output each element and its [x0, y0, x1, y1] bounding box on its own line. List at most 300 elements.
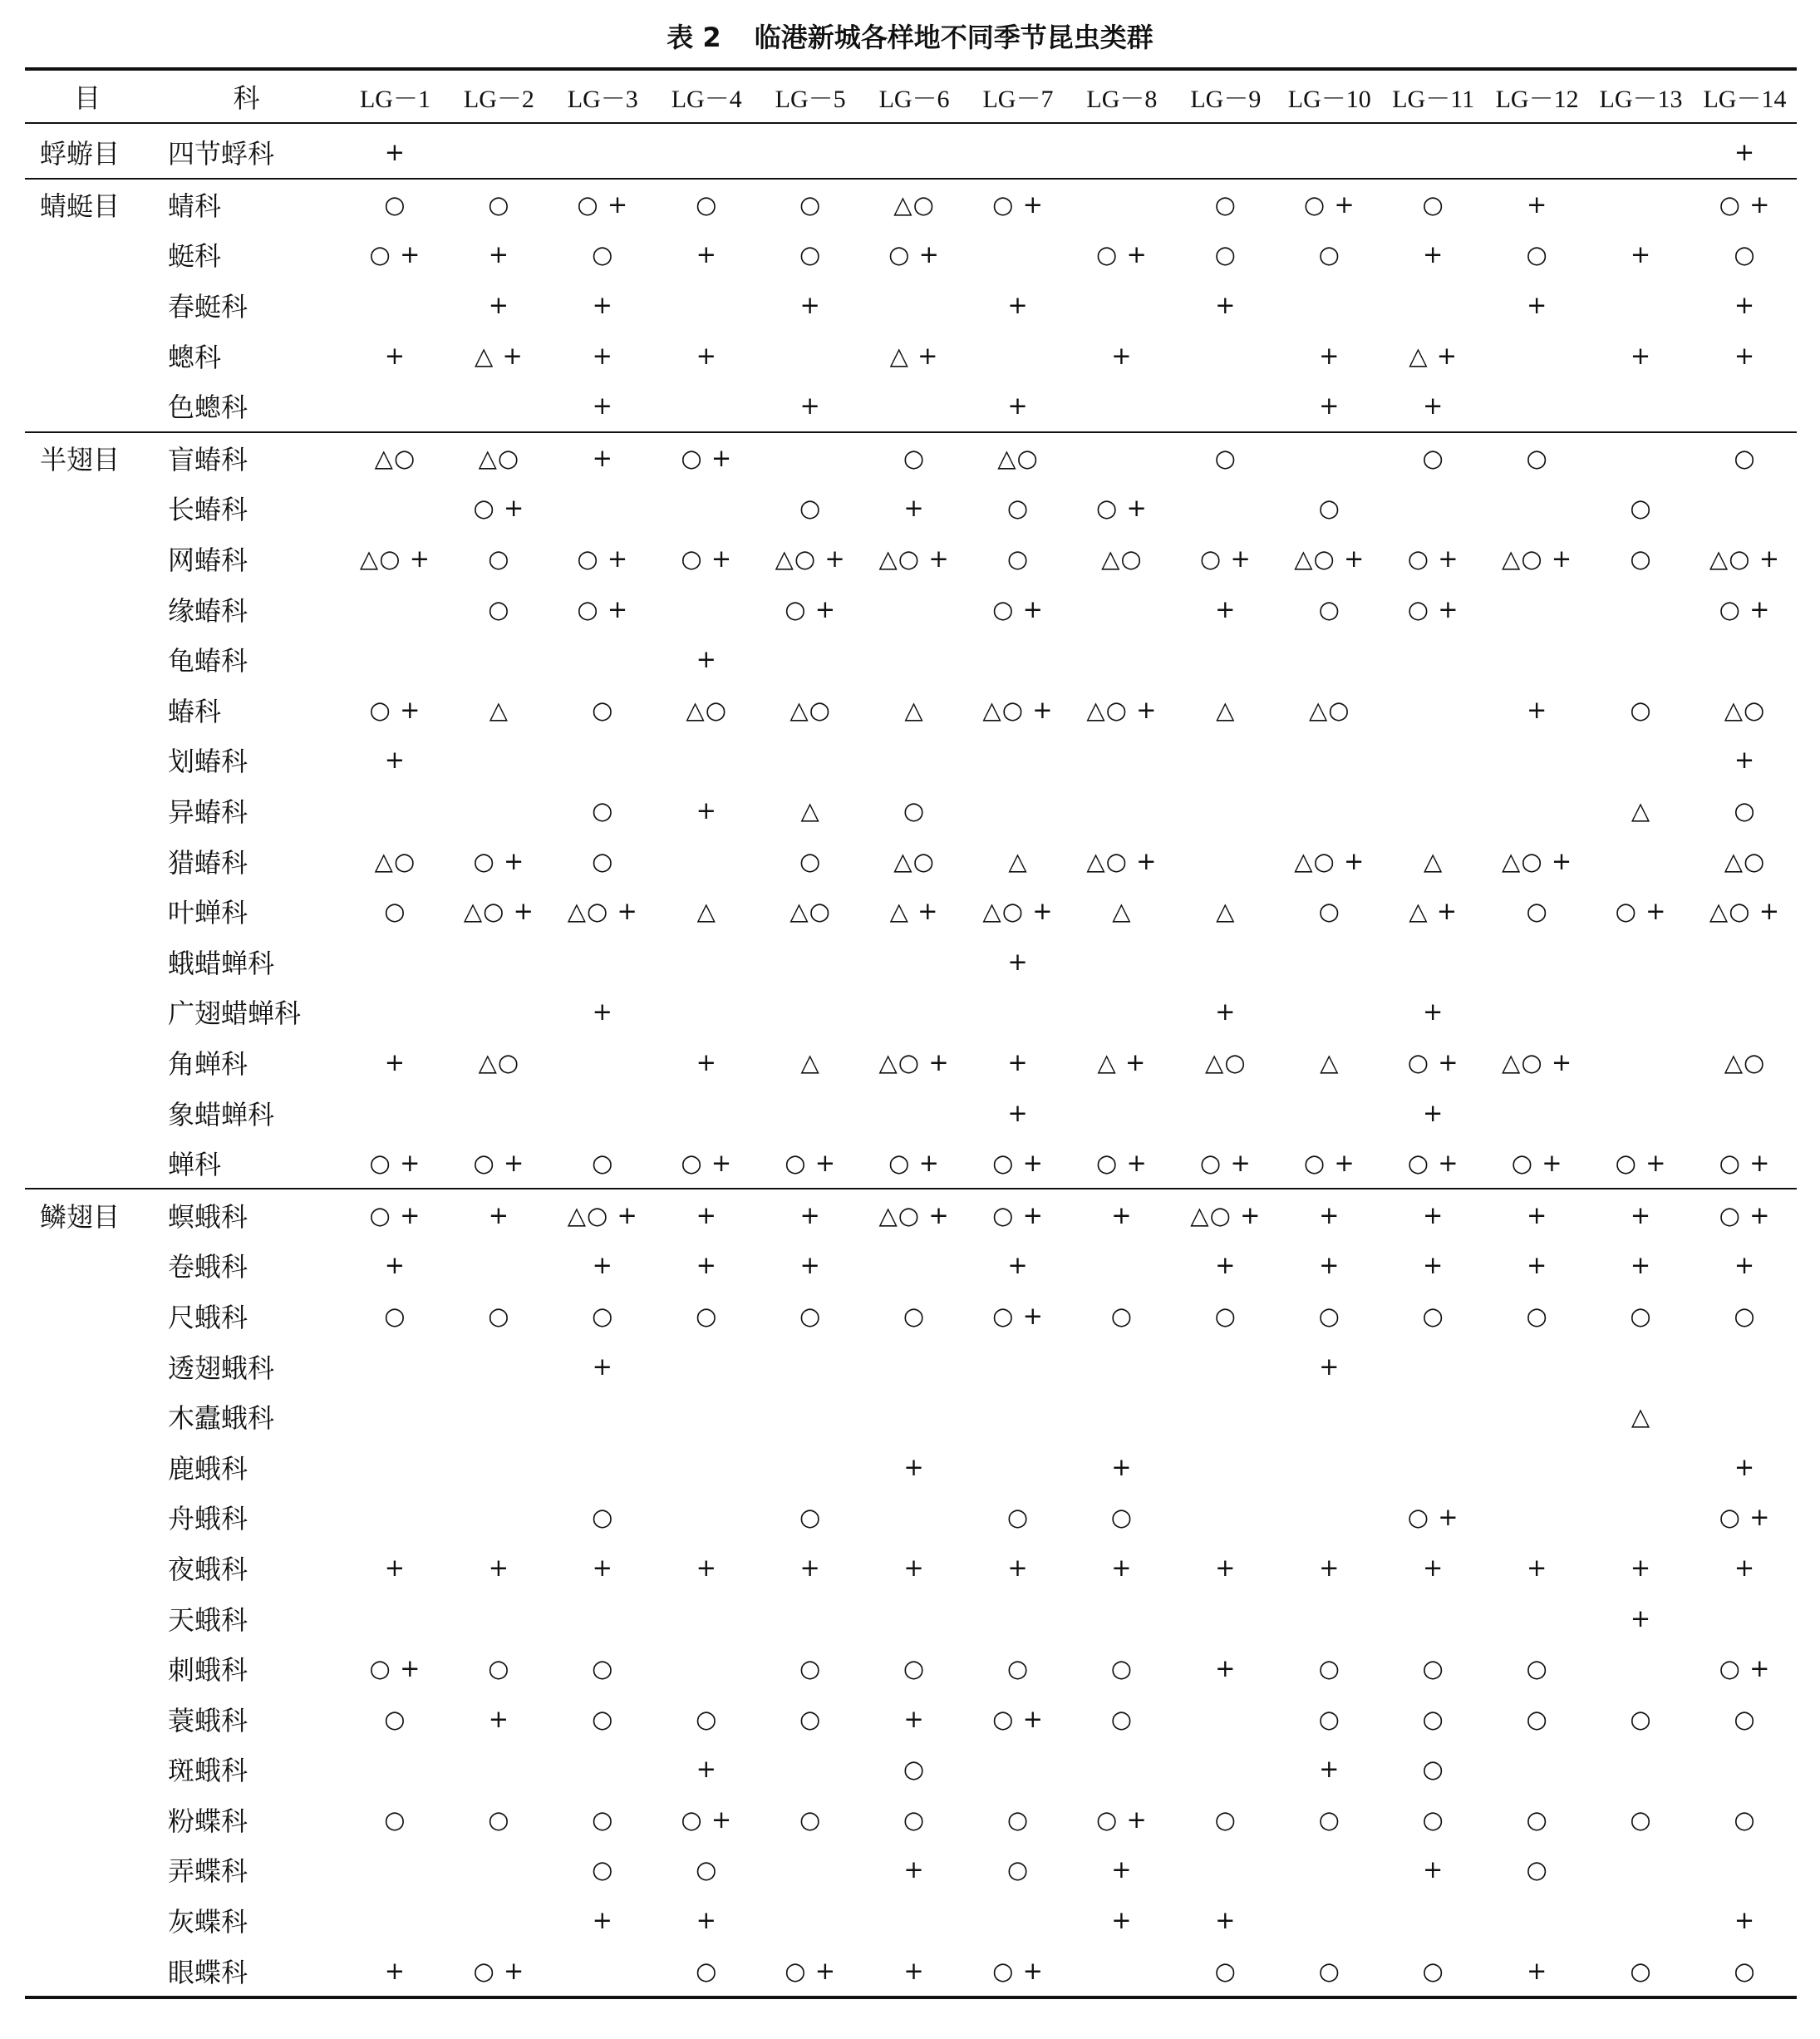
season-mark-cell — [1173, 1087, 1277, 1138]
order-cell — [25, 1441, 150, 1492]
season-mark-cell: + — [1630, 1603, 1652, 1633]
family-cell: 异蝽科 — [168, 796, 248, 829]
table-row — [25, 584, 1797, 634]
table-row — [25, 886, 1797, 937]
season-mark-cell — [447, 381, 551, 432]
order-cell: 鳞翅目 — [25, 1189, 150, 1240]
season-mark-cell — [551, 1744, 655, 1795]
season-mark-cell: ○ + — [1407, 1503, 1459, 1532]
season-mark-cell: △○ + — [1502, 544, 1573, 574]
season-mark-cell — [1485, 483, 1589, 534]
season-mark-cell — [1173, 1441, 1277, 1492]
season-mark-cell — [655, 280, 759, 331]
season-mark-cell — [967, 1593, 1070, 1643]
season-mark-cell — [1589, 381, 1693, 432]
season-mark-cell — [655, 1341, 759, 1391]
season-mark-cell — [447, 1744, 551, 1795]
order-cell — [25, 1492, 150, 1543]
table-row — [25, 786, 1797, 836]
family-cell: 广翅蜡蝉科 — [168, 997, 302, 1030]
order-cell — [25, 1945, 150, 1997]
season-mark-cell: △○ + — [982, 897, 1054, 926]
season-mark-cell: ○ + — [473, 494, 525, 523]
season-mark-cell: + — [655, 1189, 759, 1240]
season-mark-cell: + — [1423, 1553, 1444, 1582]
season-mark-cell — [1277, 937, 1381, 987]
header-site: LG－5 — [759, 69, 863, 123]
family-cell: 角蝉科 — [168, 1047, 248, 1080]
season-mark-cell: ○ — [1630, 494, 1652, 523]
season-mark-cell: ○ + — [967, 1189, 1070, 1240]
header-order: 目 — [25, 69, 150, 123]
season-mark-cell: + — [1007, 291, 1029, 320]
season-mark-cell — [655, 1643, 759, 1694]
season-mark-cell — [967, 1341, 1070, 1391]
season-mark-cell — [759, 735, 863, 786]
season-mark-cell: △○ — [1205, 1047, 1247, 1076]
season-mark-cell — [863, 1895, 967, 1946]
season-mark-cell: + — [592, 392, 613, 421]
season-mark-cell — [1173, 1341, 1277, 1391]
season-mark-cell: ○ + — [551, 179, 655, 230]
season-mark-cell: + — [551, 432, 655, 484]
season-mark-cell: △○ + — [551, 1189, 655, 1240]
table-row — [25, 1643, 1797, 1694]
season-mark-cell — [1589, 1037, 1693, 1088]
family-cell: 蜻科 — [150, 179, 343, 230]
season-mark-cell: △○ — [1724, 695, 1766, 724]
season-mark-cell: △ — [800, 796, 820, 825]
season-mark-cell — [1693, 1391, 1797, 1442]
season-mark-cell — [1070, 735, 1173, 786]
season-mark-cell: + — [1485, 179, 1589, 230]
season-mark-cell — [759, 432, 863, 484]
order-cell — [25, 685, 150, 736]
season-mark-cell — [1589, 937, 1693, 987]
season-mark-cell — [1070, 381, 1173, 432]
season-mark-cell: ○ — [1318, 1654, 1340, 1683]
order-cell — [25, 1744, 150, 1795]
season-mark-cell — [1277, 1593, 1381, 1643]
family-cell: 螟蛾科 — [150, 1189, 343, 1240]
order-cell — [25, 1391, 150, 1442]
season-mark-cell — [447, 937, 551, 987]
season-mark-cell: △○ + — [1294, 544, 1365, 574]
season-mark-cell: ○ — [1006, 1503, 1030, 1532]
season-mark-cell: + — [1630, 341, 1652, 370]
season-mark-cell: + — [1215, 1906, 1237, 1935]
season-mark-cell: ○ + — [1693, 179, 1797, 230]
table-row — [25, 280, 1797, 331]
season-mark-cell: ○ — [592, 1654, 614, 1683]
season-mark-cell: + — [1630, 1553, 1652, 1582]
order-cell — [25, 1593, 150, 1643]
season-mark-cell: △○ + — [878, 1047, 950, 1076]
season-mark-cell: ○ — [592, 1805, 614, 1834]
season-mark-cell — [759, 1391, 863, 1442]
season-mark-cell — [1070, 987, 1173, 1037]
header-site: LG－13 — [1589, 69, 1693, 123]
season-mark-cell — [1381, 1895, 1485, 1946]
season-mark-cell: ○ — [1006, 494, 1030, 523]
season-mark-cell: + — [1526, 291, 1548, 320]
season-mark-cell: + — [384, 1047, 406, 1076]
season-mark-cell — [1070, 1391, 1173, 1442]
season-mark-cell: △ — [1424, 846, 1444, 875]
season-mark-cell — [1173, 835, 1277, 886]
table-row — [25, 1844, 1797, 1895]
season-mark-cell — [1693, 937, 1797, 987]
season-mark-cell: + — [447, 1189, 551, 1240]
season-mark-cell: ○ — [1526, 1654, 1548, 1683]
table-title: 临港新城各样地不同季节昆虫类群 — [754, 22, 1153, 53]
family-cell: 象蜡蝉科 — [168, 1098, 275, 1130]
season-mark-cell — [1485, 1391, 1589, 1442]
season-mark-cell — [1173, 735, 1277, 786]
season-mark-cell — [1589, 584, 1693, 634]
table-row — [25, 1037, 1797, 1088]
season-mark-cell: ○ — [1318, 594, 1340, 623]
season-mark-cell — [1485, 1744, 1589, 1795]
order-cell — [25, 1643, 150, 1694]
season-mark-cell: ○ — [1485, 432, 1589, 484]
season-mark-cell: + — [1215, 291, 1237, 320]
season-mark-cell — [1485, 735, 1589, 786]
season-mark-cell: ○ — [799, 1805, 822, 1834]
season-mark-cell — [1485, 634, 1589, 685]
season-mark-cell: + — [1423, 1855, 1444, 1884]
season-mark-cell: ○ — [1381, 432, 1485, 484]
season-mark-cell: + — [1485, 1189, 1589, 1240]
season-mark-cell: + — [488, 1704, 510, 1733]
season-mark-cell — [759, 1441, 863, 1492]
season-mark-cell — [1485, 330, 1589, 381]
season-mark-cell — [1589, 1744, 1693, 1795]
season-mark-cell: + — [799, 1251, 821, 1280]
season-mark-cell — [1485, 1895, 1589, 1946]
family-cell: 眼蝶科 — [168, 1956, 248, 1988]
season-mark-cell — [551, 1037, 655, 1088]
season-mark-cell: ○ + — [992, 1301, 1044, 1330]
season-mark-cell — [551, 1945, 655, 1997]
season-mark-cell — [1381, 786, 1485, 836]
season-mark-cell — [1381, 937, 1485, 987]
season-mark-cell: ○ + — [1199, 1149, 1252, 1178]
season-mark-cell: ○ — [1318, 1301, 1340, 1330]
season-mark-cell — [1589, 835, 1693, 886]
header-site: LG－9 — [1173, 69, 1277, 123]
season-mark-cell: △○ — [1308, 695, 1350, 724]
season-mark-cell — [343, 937, 447, 987]
season-mark-cell: △○ + — [775, 544, 846, 574]
season-mark-cell — [655, 1441, 759, 1492]
table-row — [25, 1795, 1797, 1845]
season-mark-cell — [1485, 123, 1589, 179]
order-cell — [25, 1087, 150, 1138]
season-mark-cell: △○ + — [359, 544, 431, 574]
season-mark-cell: ○ + — [1719, 1654, 1771, 1683]
season-mark-cell: ○ — [863, 432, 967, 484]
table-row — [25, 483, 1797, 534]
season-mark-cell — [1693, 1593, 1797, 1643]
season-mark-cell — [759, 987, 863, 1037]
season-mark-cell: ○ — [343, 179, 447, 230]
season-mark-cell: △○ + — [567, 897, 638, 926]
season-mark-cell: + — [1215, 1251, 1237, 1280]
season-mark-cell — [1589, 1087, 1693, 1138]
season-mark-cell: ○ + — [473, 846, 525, 875]
season-mark-cell — [1070, 1341, 1173, 1391]
season-mark-cell — [1485, 1341, 1589, 1391]
season-mark-cell — [1277, 432, 1381, 484]
season-mark-cell: + — [696, 1251, 717, 1280]
season-mark-cell — [1277, 786, 1381, 836]
season-mark-cell: ○ + — [369, 240, 421, 269]
season-mark-cell — [1173, 937, 1277, 987]
season-mark-cell — [1173, 1492, 1277, 1543]
season-mark-cell: △ — [1216, 695, 1236, 724]
season-mark-cell: + — [384, 746, 406, 775]
season-mark-cell: + — [1526, 695, 1548, 724]
season-mark-cell: ○ — [1630, 1805, 1652, 1834]
season-mark-cell: + — [1111, 1906, 1133, 1935]
season-mark-cell: + — [903, 1956, 925, 1985]
season-mark-cell: ○ — [1110, 1503, 1134, 1532]
season-mark-cell — [1277, 1492, 1381, 1543]
family-cell: 舟蛾科 — [168, 1503, 248, 1535]
season-mark-cell — [1173, 483, 1277, 534]
season-mark-cell: ○ — [799, 1654, 822, 1683]
season-mark-cell: ○ — [1734, 1956, 1756, 1985]
season-mark-cell: ○ — [799, 1301, 822, 1330]
table-row — [25, 1744, 1797, 1795]
season-mark-cell: ○ + — [681, 1149, 733, 1178]
season-mark-cell: △○ + — [1294, 846, 1365, 875]
season-mark-cell — [1173, 330, 1277, 381]
season-mark-cell — [759, 123, 863, 179]
season-mark-cell: △○ — [686, 695, 728, 724]
season-mark-cell: + — [1007, 392, 1029, 421]
season-mark-cell: ○ + — [1096, 494, 1148, 523]
season-mark-cell — [1485, 1087, 1589, 1138]
season-mark-cell: + — [1215, 1553, 1237, 1582]
family-cell: 卷蛾科 — [168, 1251, 248, 1283]
season-mark-cell — [343, 584, 447, 634]
family-cell: 缘蝽科 — [168, 594, 248, 627]
table-row — [25, 1693, 1797, 1744]
season-mark-cell: + — [696, 645, 717, 674]
family-cell: 粉蝶科 — [168, 1805, 248, 1837]
season-mark-cell — [343, 1341, 447, 1391]
season-mark-cell: + — [488, 1553, 510, 1582]
table-row — [25, 1945, 1797, 1997]
season-mark-cell: + — [696, 341, 717, 370]
season-mark-cell: + — [799, 392, 821, 421]
season-mark-cell: △○ + — [1502, 846, 1573, 875]
family-cell: 龟蝽科 — [168, 645, 248, 677]
season-mark-cell — [1277, 123, 1381, 179]
season-mark-cell — [343, 1441, 447, 1492]
season-mark-cell: ○ + — [785, 1149, 837, 1178]
season-mark-cell: + — [696, 1906, 717, 1935]
header-site: LG－2 — [447, 69, 551, 123]
season-mark-cell — [447, 1240, 551, 1291]
season-mark-cell: ○ — [1318, 1956, 1340, 1985]
season-mark-cell: ○ + — [888, 1149, 940, 1178]
season-mark-cell: ○ + — [655, 432, 759, 484]
season-mark-cell: △ — [800, 1047, 820, 1076]
season-mark-cell: ○ — [1526, 1805, 1548, 1834]
season-mark-cell — [863, 1391, 967, 1442]
season-mark-cell: ○ + — [992, 1704, 1044, 1733]
season-mark-cell — [343, 381, 447, 432]
season-mark-cell: + — [1277, 1189, 1381, 1240]
table-row — [25, 432, 1797, 484]
season-mark-cell — [863, 1492, 967, 1543]
order-cell — [25, 735, 150, 786]
season-mark-cell — [1173, 1744, 1277, 1795]
table-row — [25, 1341, 1797, 1391]
season-mark-cell: △○ + — [878, 544, 950, 574]
season-mark-cell — [863, 381, 967, 432]
season-mark-cell: ○ — [799, 846, 822, 875]
season-mark-cell: + — [1319, 392, 1340, 421]
header-site: LG－7 — [967, 69, 1070, 123]
season-mark-cell — [1485, 937, 1589, 987]
season-mark-cell: ○ — [903, 1301, 926, 1330]
season-mark-cell: ○ + — [992, 1149, 1044, 1178]
season-mark-cell — [967, 786, 1070, 836]
season-mark-cell — [655, 123, 759, 179]
family-cell: 鹿蛾科 — [168, 1452, 248, 1485]
season-mark-cell: + — [592, 1251, 613, 1280]
season-mark-cell — [1173, 1391, 1277, 1442]
season-mark-cell: + — [488, 291, 510, 320]
season-mark-cell: ○ — [592, 1704, 614, 1733]
table-row — [25, 634, 1797, 685]
season-mark-cell — [759, 1341, 863, 1391]
season-mark-cell — [967, 123, 1070, 179]
season-mark-cell: ○ — [592, 240, 614, 269]
season-mark-cell — [759, 937, 863, 987]
season-mark-cell: + — [384, 1251, 406, 1280]
season-mark-cell — [551, 483, 655, 534]
season-mark-cell: ○ — [1318, 494, 1340, 523]
season-mark-cell: + — [903, 1855, 925, 1884]
season-mark-cell — [655, 584, 759, 634]
season-mark-cell: ○ + — [369, 1654, 421, 1683]
table-row — [25, 179, 1797, 230]
season-mark-cell: ○ — [1214, 240, 1237, 269]
season-mark-cell: △ + — [1409, 897, 1458, 926]
season-mark-cell — [1693, 1844, 1797, 1895]
season-mark-cell — [655, 1492, 759, 1543]
season-mark-cell: △ — [489, 695, 509, 724]
season-mark-cell — [551, 1593, 655, 1643]
season-mark-cell: △ — [904, 695, 924, 724]
season-mark-cell — [1381, 483, 1485, 534]
season-mark-cell — [1173, 634, 1277, 685]
season-mark-cell — [551, 1087, 655, 1138]
season-mark-cell — [863, 1240, 967, 1291]
season-mark-cell: ○ — [1422, 1704, 1444, 1733]
order-cell — [25, 1341, 150, 1391]
season-mark-cell — [1589, 1492, 1693, 1543]
season-mark-cell — [1589, 179, 1693, 230]
family-cell: 蝉科 — [168, 1149, 222, 1181]
season-mark-cell — [1589, 634, 1693, 685]
season-mark-cell: ○ — [1734, 1805, 1756, 1834]
season-mark-cell: ○ + — [473, 1149, 525, 1178]
season-mark-cell: + — [1734, 1553, 1756, 1582]
season-mark-cell — [1485, 786, 1589, 836]
season-mark-cell: △○ — [967, 432, 1070, 484]
season-mark-cell: + — [799, 291, 821, 320]
season-mark-cell: + — [1734, 138, 1756, 167]
season-mark-cell: + — [1734, 341, 1756, 370]
season-mark-cell: ○ — [1214, 1805, 1237, 1834]
season-mark-cell — [447, 1391, 551, 1442]
season-mark-cell: + — [696, 1047, 717, 1076]
season-mark-cell — [1070, 786, 1173, 836]
season-mark-cell — [551, 634, 655, 685]
table-number: 表 2 — [667, 22, 721, 53]
season-mark-cell: + — [1215, 594, 1237, 623]
header-site: LG－1 — [343, 69, 447, 123]
table-row — [25, 1543, 1797, 1593]
season-mark-cell: + — [1319, 1352, 1340, 1381]
season-mark-cell: ○ — [696, 1301, 718, 1330]
season-mark-cell — [1173, 123, 1277, 179]
table-body — [25, 123, 1797, 1997]
season-mark-cell — [551, 937, 655, 987]
season-mark-cell: ○ + — [1199, 544, 1252, 574]
family-cell: 弄蝶科 — [168, 1855, 248, 1888]
season-mark-cell — [343, 1391, 447, 1442]
season-mark-cell — [655, 1087, 759, 1138]
season-mark-cell — [1277, 1441, 1381, 1492]
season-mark-cell: △ — [1631, 1402, 1651, 1431]
season-mark-cell: + — [903, 494, 925, 523]
season-mark-cell — [1277, 1087, 1381, 1138]
season-mark-cell: ○ — [1318, 897, 1340, 926]
season-mark-cell: ○ — [1630, 695, 1652, 724]
family-cell: 蓑蛾科 — [168, 1704, 248, 1736]
season-mark-cell — [1589, 735, 1693, 786]
season-mark-cell — [447, 1441, 551, 1492]
season-mark-cell: ○ — [1734, 1704, 1756, 1733]
season-mark-cell — [863, 1087, 967, 1138]
order-cell: 蜉蝣目 — [40, 138, 121, 170]
season-mark-cell — [1693, 483, 1797, 534]
season-mark-cell — [863, 123, 967, 179]
season-mark-cell: + — [1423, 240, 1444, 269]
season-mark-cell: ○ — [1110, 1654, 1134, 1683]
season-mark-cell: + — [1526, 1553, 1548, 1582]
season-mark-cell: ○ + — [1719, 594, 1771, 623]
season-mark-cell: △ + — [1409, 341, 1458, 370]
season-mark-cell — [1070, 432, 1173, 484]
season-mark-cell: ○ — [1630, 1301, 1652, 1330]
season-mark-cell — [447, 1593, 551, 1643]
season-mark-cell — [1589, 1441, 1693, 1492]
season-mark-cell: ○ — [1526, 1301, 1548, 1330]
season-mark-cell: + — [592, 341, 613, 370]
season-mark-cell: △○ + — [1086, 846, 1158, 875]
season-mark-cell: △○ + — [1086, 695, 1158, 724]
table-row — [25, 123, 1797, 179]
season-mark-cell — [1277, 634, 1381, 685]
